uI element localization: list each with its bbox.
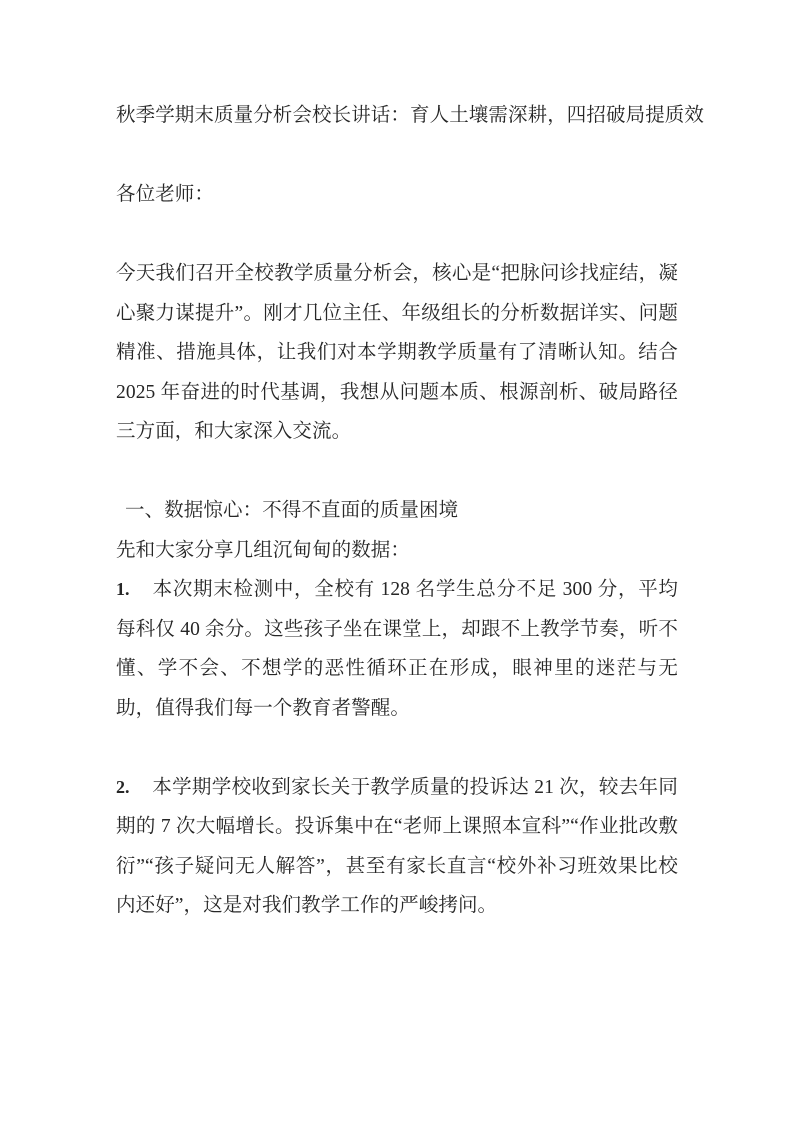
spacer-after-salutation [116,215,678,255]
list-item-text: 本学期学校收到家长关于教学质量的投诉达 21 次，较去年同期的 7 次大幅增长。投诉集中在“老师上课照本宣科”“作业批改敷衍”“孩子疑问无人解答”，甚至有家长直言“校外补习班效果比校内还好”，这是对我们教学工作的严峻拷问。 [116,776,678,916]
spacer-after-title [116,136,678,176]
spacer-after-intro [116,452,678,492]
document-body [116,96,705,926]
list-item-number: 1. [116,579,130,599]
document-title: 秋季学期末质量分析会校长讲话：育人土壤需深耕，四招破局提质效 [116,105,705,126]
list-item [116,570,678,728]
section-lead-in: 先和大家分享几组沉甸甸的数据： [116,539,411,561]
intro-paragraph: 今天我们召开全校教学质量分析会，核心是“把脉问诊找症结，凝心聚力谋提升”。刚才几位主任、年级组长的分析数据详实、问题精准、措施具体，让我们对本学期教学质量有了清晰认知。结合 2025 年奋进的时代基调，我想从问题本质、根源剖析、破局路径三方面，和大家深入交流。 [116,263,678,442]
list-item [116,768,678,926]
list-item-text: 本次期末检测中，全校有 128 名学生总分不足 300 分，平均每科仅 40 余分。这些孩子坐在课堂上，却跟不上教学节奏，听不懂、学不会、不想学的恶性循环正在形成，眼神里的迷茫与无助，值得我们每一个教育者警醒。 [116,579,678,719]
section-heading-one: 一、数据惊心：不得不直面的质量困境 [125,500,459,521]
list-item-number: 2. [116,776,130,797]
salutation: 各位老师： [116,184,215,205]
spacer-between-list-items [116,728,678,768]
